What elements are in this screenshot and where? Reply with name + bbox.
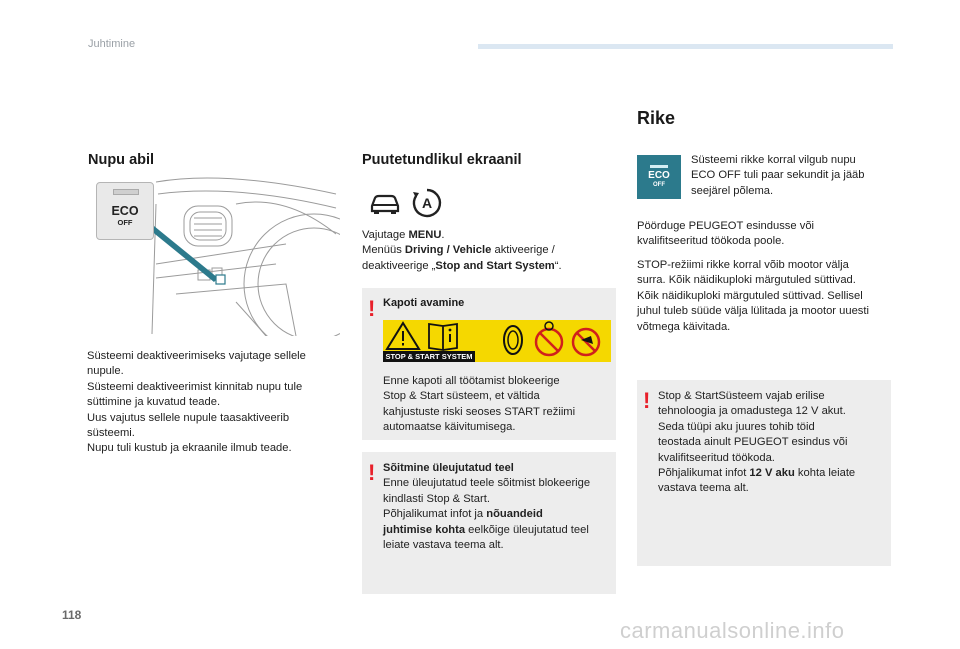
section-label: Juhtimine <box>88 38 136 50</box>
flood-l4: eelkõige üleujutatud teel <box>465 523 589 536</box>
eco-off-button-illustration <box>96 182 154 240</box>
eco-off-indicator-icon <box>637 155 681 199</box>
warning-box-hood <box>362 288 616 440</box>
eco-button-label: ECO <box>111 204 139 218</box>
stop-fault-line: STOP-režiimi rikke korral võib mootor välja <box>637 259 849 271</box>
stop-start-sticker <box>383 320 611 362</box>
left-line: Nupu tuli kustub ja ekraanile ilmub teade. <box>87 442 292 455</box>
eco-indicator-led <box>650 165 668 168</box>
hood-line: automaatse käivitumisega. <box>383 421 516 434</box>
flood-l4-bold: juhtimise kohta <box>383 523 466 536</box>
flood-l3-bold: nõuandeid <box>486 508 543 521</box>
fault-line: Süsteemi rikke korral vilgub nupu <box>691 154 856 166</box>
driving-line <box>362 243 612 258</box>
driving-keyword: Driving / Vehicle <box>404 244 492 257</box>
fault-line: seejärel põlema. <box>691 184 774 197</box>
warning-exclamation-icon: ! <box>643 388 651 413</box>
stop-fault-line: juhul tuleb süüde välja lülitada ja mootor uuesti <box>637 305 869 318</box>
title-rike: Rike <box>637 108 676 128</box>
stop-start-keyword: Stop and Start System <box>435 259 555 272</box>
deakt-end: “. <box>554 259 562 272</box>
driving-aid-icon <box>411 187 443 219</box>
deakt-text: deaktiveerige „ <box>362 259 436 272</box>
warning-box-flood <box>362 452 616 594</box>
dealer-line: kvalifitseeritud töökoda poole. <box>637 235 785 248</box>
dealer-text <box>637 219 892 250</box>
battery-line: kvalifitseeritud töökoda. <box>658 451 775 464</box>
menu-line <box>362 228 612 243</box>
left-line: süsteemi. <box>87 427 135 440</box>
stop-fault-line: surra. Kõik näidikuploki märgutuled süttivad. <box>637 274 856 287</box>
menuus-text: Menüüs <box>362 244 405 257</box>
battery-line: Seda tüüpi aku juures tohib töid <box>658 420 815 433</box>
aktiveerige-text: aktiveerige / <box>491 244 555 257</box>
flood-line: leiate vastava teema alt. <box>383 539 504 552</box>
left-line: Süsteemi deaktiveerimist kinnitab nupu tule <box>87 380 303 393</box>
stop-start-line <box>362 259 612 274</box>
hood-box-text <box>383 374 611 436</box>
sticker-label: STOP & START SYSTEM <box>383 351 475 362</box>
hood-line: kahjustuste riski seoses START režiimi <box>383 405 576 418</box>
vajutage-text: Vajutage <box>362 229 409 241</box>
hood-box-title: Kapoti avamine <box>383 297 465 309</box>
left-body-text <box>87 349 347 457</box>
callout-target <box>216 275 225 284</box>
stop-fault-text <box>637 258 897 335</box>
left-line: Uus vajutus sellele nupule taasaktiveerib <box>87 411 290 424</box>
warning-exclamation-icon: ! <box>368 460 376 485</box>
battery-last-post: kohta leiate <box>794 467 856 480</box>
battery-last-bold: 12 V aku <box>749 467 795 480</box>
dashboard-illustration <box>86 174 340 336</box>
eco-led <box>113 189 139 195</box>
flood-line: Enne üleujutatud teele sõitmist blokeerige <box>383 477 591 490</box>
eco-indicator-label: ECO <box>648 170 670 181</box>
svg-text:A: A <box>421 195 433 211</box>
fault-line: ECO OFF tuli paar sekundit ja jääb <box>691 169 865 182</box>
stop-fault-line: Kõik näidikuploki märgutuled süttivad. Sellisel <box>637 289 863 302</box>
title-puutetundlik: Puutetundlikul ekraanil <box>362 152 522 168</box>
middle-instructions <box>362 228 612 274</box>
flood-box-text <box>383 461 613 553</box>
flood-line <box>383 507 613 522</box>
car-icon <box>368 190 402 216</box>
left-line: süttimine ja kuvatud teade. <box>87 396 221 409</box>
battery-line: vastava teema alt. <box>658 482 749 495</box>
off-button-label: OFF <box>117 218 133 227</box>
hood-line: Stop & Start süsteem, et vältida <box>383 390 540 403</box>
battery-line: teostada ainult PEUGEOT esindus või <box>658 436 848 449</box>
menu-keyword: MENU <box>408 229 442 241</box>
fault-text <box>691 153 891 199</box>
battery-line: Stop & StartSüsteem vajab erilise <box>658 390 825 402</box>
battery-line: tehnoloogia ja omadustega 12 V akut. <box>658 405 846 418</box>
battery-box-text <box>658 389 888 497</box>
hood-line: Enne kapoti all töötamist blokeerige <box>383 375 560 387</box>
battery-line <box>658 466 888 481</box>
menu-end: . <box>441 229 445 241</box>
off-indicator-label: OFF <box>653 182 665 188</box>
flood-box-title: Sõitmine üleujutatud teel <box>383 462 514 474</box>
left-line: nupule. <box>87 365 124 378</box>
header-bar <box>478 44 893 49</box>
title-nupu-abil: Nupu abil <box>88 152 155 168</box>
warning-exclamation-icon: ! <box>368 296 376 321</box>
flood-line: kindlasti Stop & Start. <box>383 492 490 505</box>
left-line: Süsteemi deaktiveerimiseks vajutage sellele <box>87 350 306 362</box>
watermark: carmanualsonline.info <box>620 618 845 643</box>
battery-last-pre: Põhjalikumat infot <box>658 467 750 480</box>
page-number: 118 <box>62 608 82 622</box>
dealer-line: Pöörduge PEUGEOT esindusse või <box>637 220 815 232</box>
flood-l3: Põhjalikumat infot ja <box>383 508 487 521</box>
flood-line <box>383 523 613 538</box>
stop-fault-line: võtmega käivitada. <box>637 320 731 333</box>
warning-box-battery <box>637 380 891 566</box>
